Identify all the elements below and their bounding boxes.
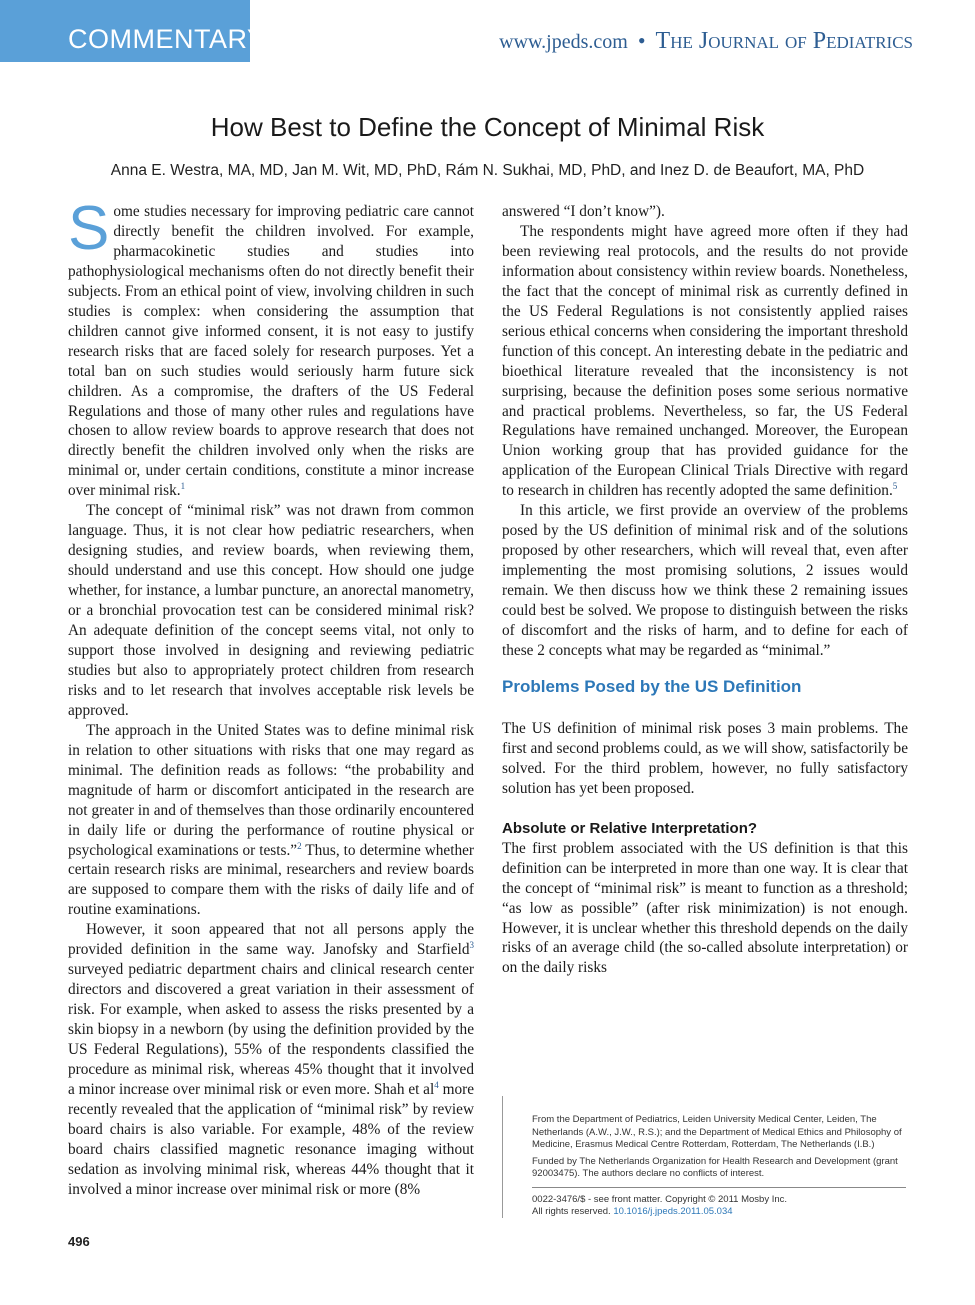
paragraph-3 xyxy=(68,721,474,921)
funding-note: Funded by The Netherlands Organization for Health Research and Development (grant 92003475). The authors declare no conflicts of interest. xyxy=(532,1155,898,1179)
paragraph-4-text-a: However, it soon appeared that not all persons apply the provided definition in the same way. Janofsky and Starfield xyxy=(68,921,474,959)
paragraph-5-text: The respondents might have agreed more often if they had been reviewing real protocols, and the results do not provide information about consistency within review boards. Nonetheless, the fact that the concept of minimal risk as currently defined in the US Federal Regulations is not consistently applied raises serious ethical concerns when considering the important threshold function of this concept. An interesting debate in the pediatric and bioethical literature revealed that the inconsistency is not surprising, because the definition poses some serious normative and practical problems. Nevertheless, so far, the US Federal Regulations have remained unchanged. Moreover, the European Union working group that has provided guidance for the application of the European Clinical Trials Directive with regard to research in children has recently adopted the same definition. xyxy=(502,222,908,500)
article-title: How Best to Define the Concept of Minimal Risk xyxy=(210,112,765,142)
rights-text: All rights reserved. xyxy=(532,1206,614,1217)
copyright-note: 0022-3476/$ - see front matter. Copyright © 2011 Mosby Inc. xyxy=(532,1193,788,1205)
paragraph-1-text: ome studies necessary for improving pediatric care cannot directly benefit the children involved. For example, pharmacokinetic studies and studies into pathophysiological mechanisms often do not directly benefit their subjects. From an ethical point of view, involving children in such studies is complex: when considering the assumption that children cannot give informed consent, it is not easy to justify research risks that are faced solely for research purposes. Yet a total ban on such studies would seriously harm future sick children. As a compromise, the drafters of the US Federal Regulations and those of many other rules and regulations have chosen to allow review boards to approve research that does not directly benefit the children involved only when the risks are minimal or, under certain conditions, constitute a minor increase over minimal risk. xyxy=(68,203,474,500)
section-label: COMMENTARY xyxy=(68,24,266,54)
bullet-separator: • xyxy=(637,28,646,53)
paragraph-2: The concept of “minimal risk” was not drawn from common language. Thus, it is not clear how pediatric researchers, when designing studies, and review boards, when reviewing them, should understand and use this concept. How should one judge whether, for instance, a lumbar puncture, an anorectal manometry, or a bronchial provocation test can be considered minimal risk? An adequate definition of the concept seems vital, not only to support those involved in designing and reviewing pediatric studies but also to appropriately protect children from research risks and to let research that involves acceptable risk levels be approved. xyxy=(68,502,474,719)
rights-note xyxy=(532,1206,906,1219)
paragraph-1 xyxy=(68,194,474,501)
article-authors: Anna E. Westra, MA, MD, Jan M. Wit, MD, PhD, Rám N. Sukhai, MD, PhD, and Inez D. de Beaufort, MA, PhD xyxy=(110,162,865,179)
reference-1[interactable]: 1 xyxy=(180,481,186,492)
footnote-box xyxy=(532,1114,906,1219)
section-heading: Problems Posed by the US Definition xyxy=(502,676,802,696)
journal-header xyxy=(499,28,913,55)
paragraph-3-text-b: Thus, to determine whether certain research risks are minimal, researchers and review boards are supposed to compare them with the risks of daily life and of routine examinations. xyxy=(68,841,474,919)
paragraph-8: The first problem associated with the US definition is that this definition can be interpreted in more than one way. It is clear that the concept of “minimal risk” is meant to function as a threshold; “as low as possible” (after risk minimization) is not enough. However, it is unclear whether this threshold depends on the daily risks of an average child (the so-called absolute interpretation) or on the daily risks xyxy=(502,839,908,977)
page-number: 496 xyxy=(68,1234,90,1249)
footnote-divider xyxy=(502,1096,521,1218)
journal-name: The Journal of Pediatrics xyxy=(655,28,913,54)
paragraph-4-text-b: surveyed pediatric department chairs and clinical research center directors and discovered a great variation in their assessment of risk. For example, when asked to assess the risks presented by a skin biopsy in a newborn (by using the definition provided by the US Federal Regulations), 55% of the respondents classified the procedure as minimal risk, whereas 45% thought that it involved a minor increase over minimal risk or even more. Shah et al xyxy=(68,961,474,1098)
reference-5[interactable]: 5 xyxy=(892,481,898,492)
left-column xyxy=(68,194,474,1200)
paragraph-4-text-c: more recently revealed that the application of “minimal risk” by review board chairs is also variable. For example, 48% of the review board chairs classified magnetic resonance imaging without sedation as involving minimal risk, whereas 44% thought that it involved a minor increase over minimal risk or more (8% xyxy=(68,1080,474,1198)
subsection-heading: Absolute or Relative Interpretation? xyxy=(502,819,758,837)
reference-3[interactable]: 3 xyxy=(469,940,474,951)
reference-4[interactable]: 4 xyxy=(434,1079,439,1090)
right-column xyxy=(502,202,908,978)
journal-url[interactable]: www.jpeds.com xyxy=(499,31,628,53)
doi-link[interactable]: 10.1016/j.jpeds.2011.05.034 xyxy=(613,1206,733,1217)
paragraph-4-continued: answered “I don’t know”). xyxy=(502,203,665,220)
paragraph-4 xyxy=(68,920,474,1199)
drop-cap: S xyxy=(68,194,110,263)
reference-2[interactable]: 2 xyxy=(297,840,302,851)
section-tag xyxy=(0,0,266,62)
paragraph-6: In this article, we first provide an overview of the problems posed by the US definition of minimal risk and of the solutions proposed by other researchers, which will reveal that, even after implementing the most promising solutions, 2 issues would remain. We then discuss how we think these 2 remaining issues could best be solved. We propose to distinguish between the risks of discomfort and the risks of harm, and to define for each of these 2 concepts what may be regarded as “minimal.” xyxy=(502,502,908,659)
affiliation-note: From the Department of Pediatrics, Leiden University Medical Center, Leiden, The Netherlands (A.W., J.W., R.S.); and the Department of Medical Ethics and Philosophy of Medicine, Erasmus Medical Centre Rotterdam, Rotterdam, The Netherlands (I.B.) xyxy=(532,1114,902,1150)
paragraph-3-text-a: The approach in the United States was to define minimal risk in relation to other situations with risks that one may regard as minimal. The definition reads as follows: “the probability and magnitude of harm or discomfort anticipated in the research are not greater in and of themselves than those ordinarily encountered in daily life or during the performance of routine physical or psychological examinations or tests.” xyxy=(68,721,474,859)
footnote-rule xyxy=(532,1187,906,1188)
paragraph-7: The US definition of minimal risk poses 3 main problems. The first and second problems could, as we will show, satisfactorily be solved. For the third problem, however, no fully satisfactory solution has yet been proposed. xyxy=(502,719,908,797)
paragraph-5 xyxy=(502,222,908,501)
